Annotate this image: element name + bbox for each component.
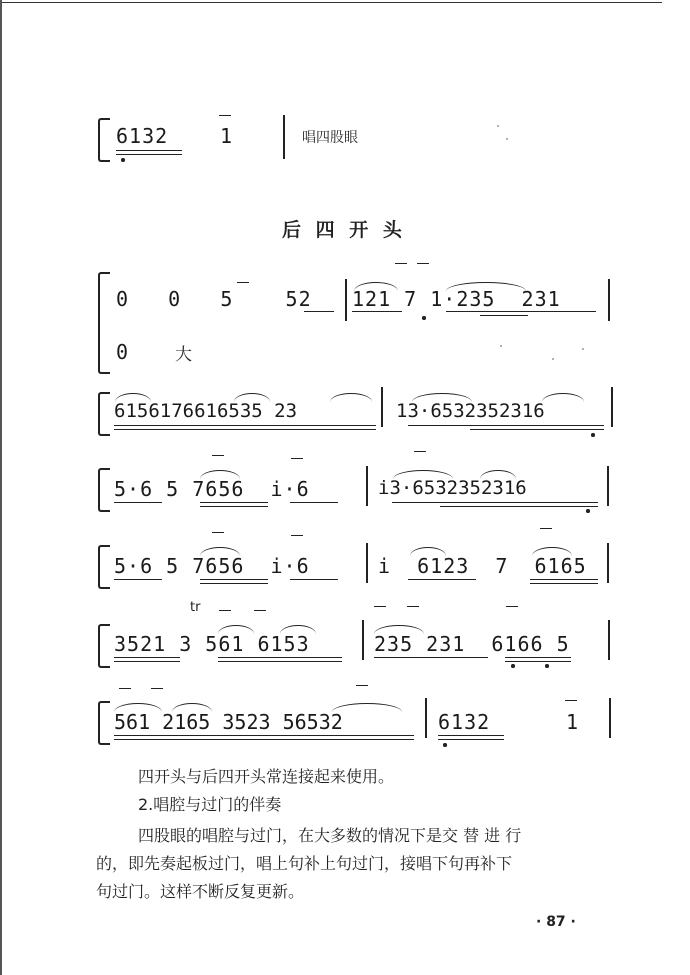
measure-2: i 6123 7 6165 — [378, 554, 587, 578]
accent-mark — [356, 685, 368, 686]
measure-2: 6132 — [438, 710, 491, 734]
upper-measure-1: 0 0 5 52 — [116, 287, 312, 311]
page-edge — [0, 0, 2, 975]
bar-line — [425, 698, 427, 738]
measure-2: i3·6532352316 — [378, 477, 527, 499]
staff-1-notes: 6132 — [116, 124, 169, 148]
lower-dot — [545, 664, 549, 668]
underline — [116, 154, 182, 155]
accent-mark — [212, 532, 224, 533]
underline — [480, 315, 528, 316]
accent-mark — [417, 263, 429, 264]
staff-1-note: 1 — [220, 124, 234, 148]
underline — [200, 506, 268, 507]
underline — [505, 657, 571, 658]
slur — [446, 282, 526, 291]
accent-mark — [506, 606, 518, 607]
accent-mark — [237, 282, 249, 283]
bar-line — [607, 466, 609, 506]
bar-line — [611, 387, 613, 427]
slur — [542, 393, 584, 402]
underline — [200, 502, 268, 503]
slur — [410, 547, 446, 556]
underline — [114, 657, 180, 658]
scan-speck — [506, 138, 508, 140]
measure-1: 561 2165 3523 56532 — [114, 710, 343, 734]
accent-mark — [291, 458, 303, 459]
lower-dot — [591, 433, 595, 437]
bar-line — [345, 279, 347, 321]
measure-1: 3521 3 561 6153 — [114, 632, 310, 656]
brace — [98, 392, 110, 436]
page-number: · 87 · — [536, 914, 576, 930]
scan-speck — [500, 345, 502, 347]
top-rule — [0, 2, 662, 3]
underline — [530, 583, 598, 584]
measure-1: 5·6 5 7656 i·6 — [114, 554, 310, 578]
underline — [470, 429, 604, 430]
scan-speck — [552, 358, 554, 360]
slur — [480, 470, 516, 479]
underline — [116, 150, 182, 151]
underline — [290, 502, 338, 503]
slur — [280, 625, 316, 634]
underline — [374, 657, 488, 658]
lower-dot — [121, 158, 125, 162]
slur — [393, 470, 453, 479]
paragraph-line-3: 句过门。这样不断反复更新。 — [96, 882, 305, 901]
underline — [352, 311, 402, 312]
bar-line — [366, 466, 368, 506]
underline — [408, 425, 604, 426]
brace — [98, 701, 110, 745]
bar-line — [609, 698, 611, 738]
bar-line — [381, 387, 383, 427]
slur — [115, 393, 151, 402]
scan-speck — [497, 125, 499, 127]
measure-1: 5·6 5 7656 i·6 — [114, 477, 310, 501]
body-text-line: 四开头与后四开头常连接起来使用。 — [138, 767, 395, 786]
brace — [98, 624, 110, 668]
underline — [114, 735, 414, 736]
brace — [98, 118, 110, 162]
underline — [114, 502, 162, 503]
slur — [354, 282, 398, 291]
underline — [218, 657, 342, 658]
accent-mark — [540, 528, 552, 529]
lower-part-label: 大 — [175, 345, 192, 365]
accent-mark — [151, 688, 163, 689]
underline — [505, 661, 571, 662]
brace — [98, 545, 110, 589]
performance-note: 唱四股眼 — [302, 130, 358, 146]
accent-mark — [219, 610, 231, 611]
accent-mark — [407, 606, 419, 607]
underline — [392, 502, 598, 503]
section-heading: 后 四 开 头 — [282, 219, 406, 241]
slur — [234, 393, 270, 402]
scan-speck — [582, 348, 584, 350]
brace — [98, 468, 110, 512]
measure-3: 1 — [566, 710, 580, 734]
section-title: 2.唱腔与过门的伴奏 — [138, 795, 282, 814]
slur — [412, 393, 472, 402]
accent-mark — [219, 115, 231, 116]
underline — [438, 735, 504, 736]
accent-mark — [395, 263, 407, 264]
underline — [114, 661, 180, 662]
underline — [218, 661, 342, 662]
lower-dot — [511, 664, 515, 668]
underline — [408, 579, 476, 580]
upper-measure-2: 121 7 1·235 231 — [352, 287, 561, 311]
lower-dot — [422, 316, 426, 320]
lower-part-rest: 0 — [116, 340, 130, 364]
bar-line — [366, 543, 368, 583]
accent-mark — [565, 700, 577, 701]
accent-mark — [119, 688, 131, 689]
lower-dot — [586, 509, 590, 513]
underline — [446, 311, 596, 312]
bar-line — [362, 620, 364, 660]
underline — [114, 425, 376, 426]
bar-line — [283, 115, 285, 159]
slur — [172, 703, 212, 712]
paragraph-line-1: 四股眼的唱腔与过门，在大多数的情况下是交 替 进 行 — [138, 826, 522, 845]
accent-mark — [374, 606, 386, 607]
brace — [98, 272, 110, 374]
slur — [532, 547, 572, 556]
underline — [114, 739, 414, 740]
trill-mark: tr — [190, 600, 201, 615]
underline — [530, 579, 598, 580]
underline — [438, 739, 504, 740]
accent-mark — [291, 535, 303, 536]
underline — [200, 579, 268, 580]
underline — [200, 583, 268, 584]
accent-mark — [254, 610, 266, 611]
underline — [114, 429, 376, 430]
underline — [440, 506, 598, 507]
bar-line — [608, 620, 610, 660]
slur — [330, 393, 372, 402]
paragraph-line-2: 的，即先奏起板过门，唱上句补上句过门，接唱下句再补下 — [96, 854, 513, 873]
slur — [218, 625, 254, 634]
accent-mark — [414, 451, 426, 452]
measure-2: 235 231 6166 5 — [374, 632, 570, 656]
underline — [114, 579, 162, 580]
bar-line — [607, 543, 609, 583]
underline — [290, 579, 338, 580]
slur — [332, 703, 402, 712]
slur — [200, 470, 240, 479]
underline — [304, 311, 334, 312]
measure-1: 6156176616535 23 — [114, 400, 298, 422]
slur — [114, 703, 162, 712]
bar-line — [608, 279, 610, 321]
slur — [200, 547, 240, 556]
accent-mark — [212, 455, 224, 456]
lower-dot — [443, 743, 447, 747]
slur — [374, 625, 424, 634]
measure-2: 13·6532352316 — [396, 400, 545, 422]
